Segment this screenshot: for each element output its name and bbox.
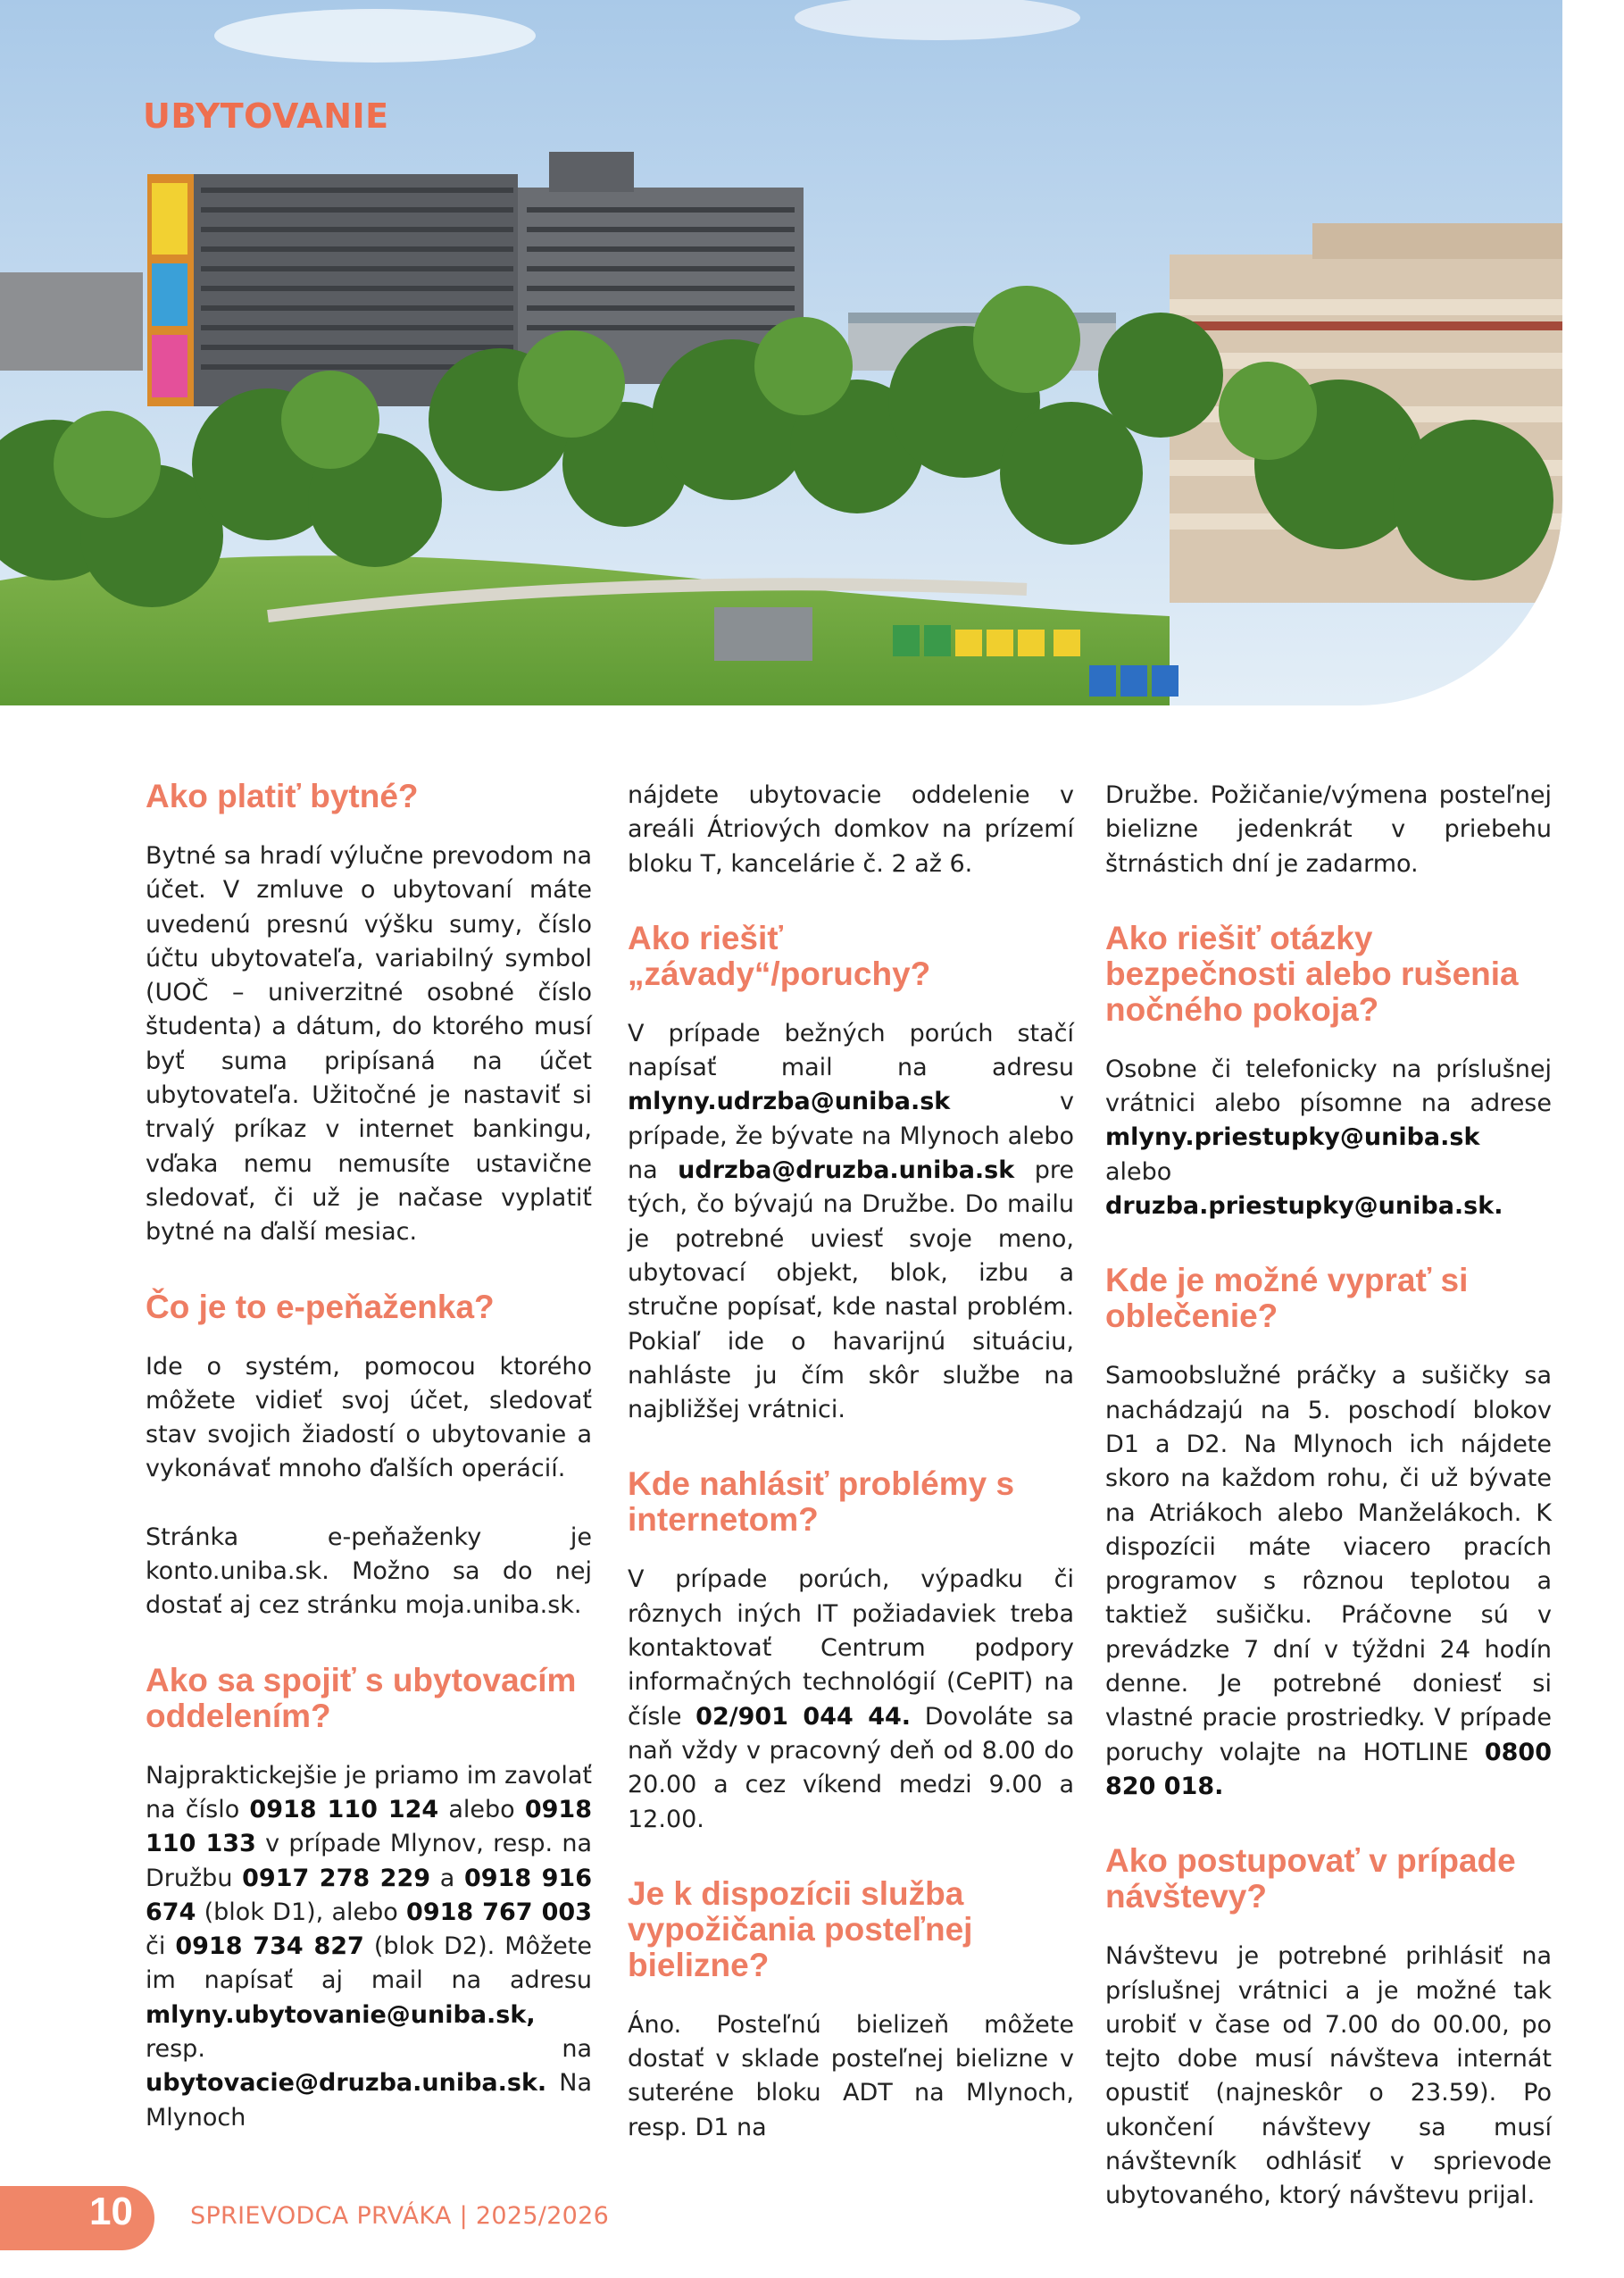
text-run: alebo	[438, 1795, 525, 1823]
text-run: Ide o systém, pomocou ktorého môžete vidieť svoj účet, sledovať stav svojich žiadostí o ubytovanie a vykonávať mnoho ďalších operácií.	[146, 1352, 592, 1483]
highlighted-contact: 0918 916 674	[146, 1864, 593, 1926]
highlighted-contact: ubytovacie@druzba.uniba.sk.	[146, 2069, 547, 2098]
highlighted-contact: 0917 278 229	[242, 1864, 431, 1892]
section-title: UBYTOVANIE	[143, 96, 389, 136]
text-run: Áno. Posteľnú bielizeň môžete dostať v sklade posteľnej bielizne v suteréne bloku ADT na Mlynoch, resp. D1 na	[628, 2010, 1074, 2141]
publication-title: SPRIEVODCA PRVÁKA | 2025/2026	[190, 2202, 610, 2230]
highlighted-contact: 0918 110 124	[249, 1795, 439, 1823]
faq-heading: Ako riešiť „závady“/poruchy?	[628, 919, 931, 992]
text-run: a	[430, 1864, 464, 1892]
highlighted-contact: mlyny.ubytovanie@uniba.sk,	[146, 2000, 536, 2029]
text-run: (blok D2). Môžete im napísať aj mail na adresu	[146, 1932, 592, 1995]
faq-heading: Ako platiť bytné?	[146, 778, 419, 814]
text-run: či	[146, 1932, 176, 1961]
text-run: V prípade bežných porúch stačí napísať mail na adresu	[628, 1019, 1074, 1082]
faq-answer-paragraph	[628, 2008, 1074, 2145]
faq-heading: Ako postupovať v prípade návštevy?	[1105, 1842, 1516, 1915]
faq-heading: Je k dispozícii služba vypožičania posteľnej bielizne?	[628, 1874, 973, 1983]
page-number: 10	[89, 2190, 133, 2233]
text-run: Osobne či telefonicky na príslušnej vrátnici alebo písomne na adrese	[1105, 1055, 1552, 1118]
text-run: resp. na	[146, 2035, 592, 2064]
faq-heading: Ako riešiť otázky bezpečnosti alebo rušenia nočného pokoja?	[1105, 919, 1519, 1028]
highlighted-contact: druzba.priestupky@uniba.sk.	[1105, 1192, 1503, 1221]
highlighted-contact: mlyny.priestupky@uniba.sk	[1105, 1123, 1480, 1152]
text-run: Družbe. Požičanie/výmena posteľnej bielizne jedenkrát v priebehu štrnástich dní je zadarmo.	[1105, 781, 1552, 878]
faq-answer-paragraph	[146, 839, 592, 1250]
faq-answer-paragraph	[1105, 779, 1552, 881]
faq-answer-paragraph	[1105, 1940, 1552, 2213]
text-column-2	[628, 779, 1074, 2145]
text-run: Stránka e-peňaženky je konto.uniba.sk. Možno sa do nej dostať aj cez stránku moja.uniba.sk.	[146, 1523, 592, 1620]
text-run: alebo	[1105, 1157, 1172, 1186]
highlighted-contact: mlyny.udrzba@uniba.sk	[628, 1088, 951, 1116]
text-run: Najpraktickejšie je priamo im zavolať na číslo	[146, 1761, 592, 1823]
faq-answer-paragraph	[1105, 1359, 1552, 1804]
text-column-1	[146, 779, 592, 2135]
highlighted-contact: 0800 820 018.	[1105, 1738, 1552, 1800]
text-run: pre tých, čo bývajú na Družbe. Do mailu je potrebné uviesť svoje meno, ubytovací objekt, blok, izbu a stručne popísať, kde nastal problém. Pokiaľ ide o havarijnú situáciu, nahláste ju čím skôr službe na najbližšej vrátnici.	[628, 1156, 1074, 1424]
text-run: nájdete ubytovacie oddelenie v areáli Átriových domkov na prízemí bloku T, kancelárie č. 2 až 6.	[628, 781, 1074, 878]
faq-heading: Kde je možné vyprať si oblečenie?	[1105, 1262, 1469, 1335]
faq-answer-paragraph	[146, 1350, 592, 1487]
faq-answer-paragraph	[1105, 1053, 1552, 1223]
faq-answer-paragraph	[146, 1521, 592, 1623]
text-run: V prípade porúch, výpadku či rôznych iných IT požiadaviek treba kontaktovať Centrum podpory informačných technológií (CePIT) na čísle	[628, 1565, 1074, 1731]
text-run: Samoobslužné práčky a sušičky sa nachádzajú na 5. poschodí blokov D1 a D2. Na Mlynoch ich nájdete skoro na každom rohu, či už bývate na Atriákoch alebo Manželákoch. K dispozícii máte viacero pracích programov s rôznou teplotou a taktiež sušičku. Práčovne sú v prevádzke 7 dní v týždni 24 hodín denne. Je potrebné doniesť si vlastné pracie prostriedky. V prípade poruchy volajte na HOTLINE	[1105, 1362, 1552, 1766]
faq-answer-paragraph	[146, 1759, 592, 2135]
highlighted-contact: 0918 110 133	[146, 1795, 592, 1858]
text-run: v prípade Mlynov, resp. na Družbu	[146, 1830, 592, 1892]
text-run: Dovoláte sa naň vždy v pracovný deň od 8.00 do 20.00 a cez víkend medzi 9.00 a 12.00.	[628, 1702, 1074, 1833]
text-run: Návštevu je potrebné prihlásiť na príslušnej vrátnici a je možné tak urobiť v čase od 7.00 do 00.00, po tejto dobe musí návšteva internát opustiť (najneskôr o 23.59). Po ukončení návštevy sa musí návštevník odhlásiť v sprievode ubytovaného, ktorý návštevu prijal.	[1105, 1942, 1552, 2210]
faq-answer-paragraph	[628, 1563, 1074, 1836]
faq-answer-paragraph	[628, 1017, 1074, 1428]
text-column-3	[1105, 779, 1552, 2214]
highlighted-contact: 0918 734 827	[175, 1932, 364, 1961]
text-run: (blok D1), alebo	[196, 1898, 407, 1926]
text-run: Na Mlynoch	[146, 2069, 592, 2132]
highlighted-contact: udrzba@druzba.uniba.sk	[678, 1156, 1015, 1185]
highlighted-contact: 02/901 044 44.	[695, 1702, 912, 1731]
faq-heading: Ako sa spojiť s ubytovacím oddelením?	[146, 1661, 577, 1734]
faq-heading: Kde nahlásiť problémy s internetom?	[628, 1465, 1015, 1539]
faq-heading: Čo je to e-peňaženka?	[146, 1288, 495, 1325]
highlighted-contact: 0918 767 003	[406, 1898, 592, 1926]
text-run: Bytné sa hradí výlučne prevodom na účet. V zmluve o ubytovaní máte uvedenú presnú výšku sumy, číslo účtu ubytovateľa, variabilný symbol (UOČ – univerzitné osobné číslo študenta) a dátum, do ktorého musí byť suma pripísaná na účet ubytovateľa. Užitočné je nastaviť si trvalý príkaz v internet bankingu, vďaka nemu nemusíte ustavične sledovať, či už je načase vyplatiť bytné na ďalší mesiac.	[146, 842, 592, 1247]
text-run: v prípade, že bývate na Mlynoch alebo na	[628, 1088, 1074, 1185]
faq-answer-paragraph	[628, 779, 1074, 881]
